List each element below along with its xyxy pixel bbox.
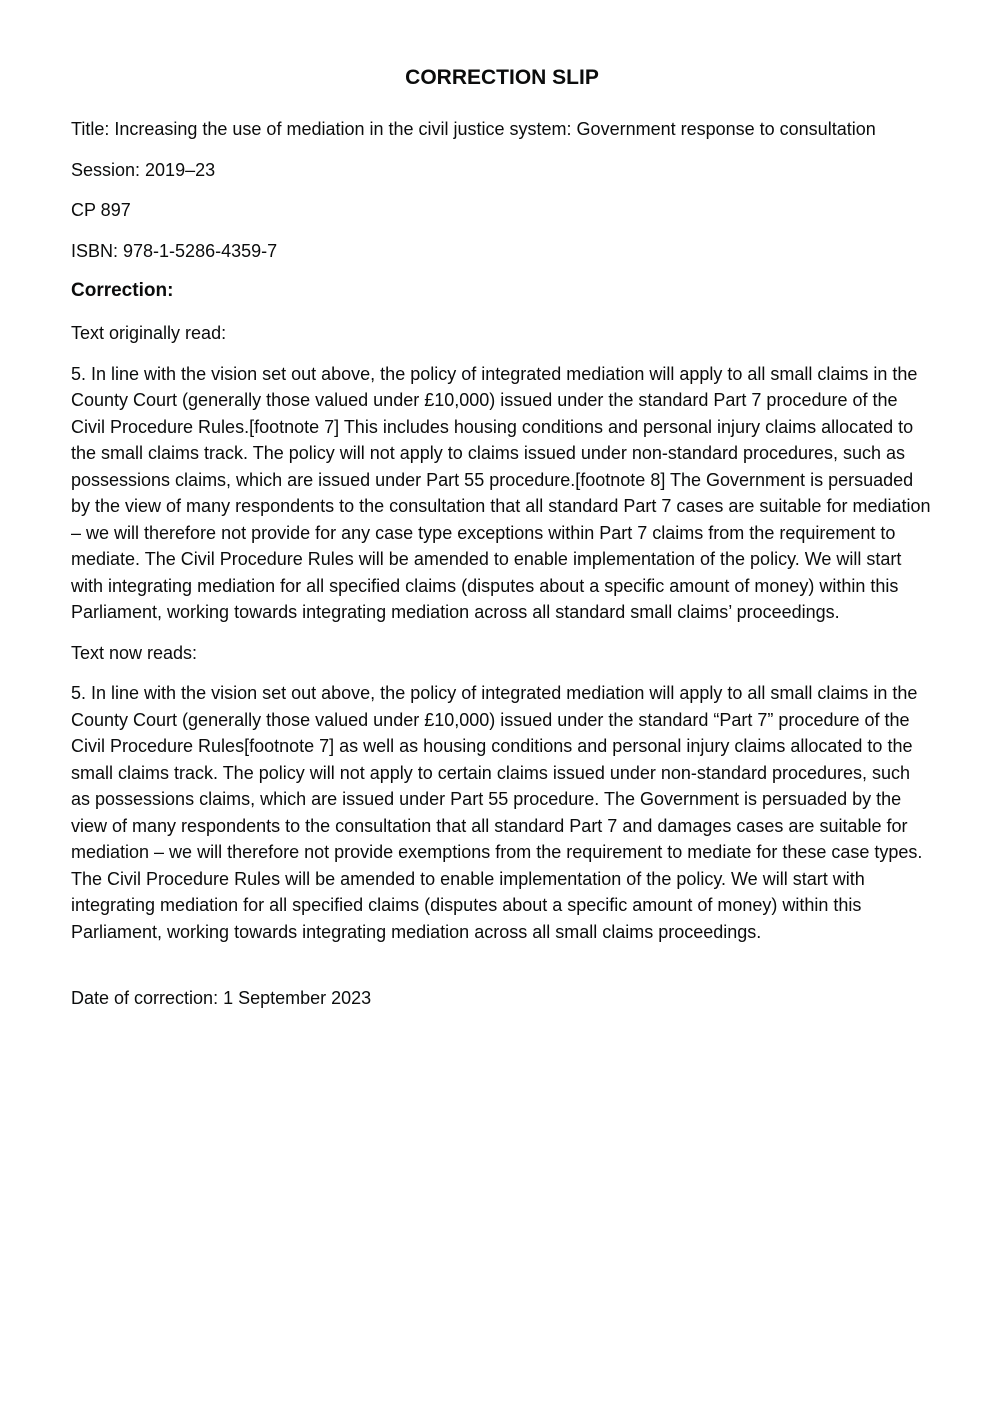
- original-text-paragraph: 5. In line with the vision set out above, the policy of integrated mediation will apply to all small claims in the County Court (generally those valued under £10,000) issued under the standard Part 7 procedure of the Civil Procedure Rules.[footnote 7] This includes housing conditions and personal injury claims allocated to the small claims track. The policy will not apply to claims issued under non-standard procedures, such as possessions claims, which are issued under Part 55 procedure.[footnote 8] The Government is persuaded by the view of many respondents to the consultation that all standard Part 7 cases are suitable for mediation – we will therefore not provide for any case type exceptions within Part 7 claims from the requirement to mediate. The Civil Procedure Rules will be amended to enable implementation of the policy. We will start with integrating mediation for all specified claims (disputes about a specific amount of money) within this Parliament, working towards integrating mediation across all standard small claims’ proceedings.: [71, 363, 931, 622]
- isbn-line: ISBN: 978-1-5286-4359-7: [71, 240, 278, 261]
- now-text-paragraph: 5. In line with the vision set out above, the policy of integrated mediation will apply to all small claims in the County Court (generally those valued under £10,000) issued under the standard “Part 7” procedure of the Civil Procedure Rules[footnote 7] as well as housing conditions and personal injury claims allocated to the small claims track. The policy will not apply to certain claims issued under non-standard procedures, such as possessions claims, which are issued under Part 55 procedure. The Government is persuaded by the view of many respondents to the consultation that all standard Part 7 and damages cases are suitable for mediation – we will therefore not provide exemptions from the requirement to mediate for these case types. The Civil Procedure Rules will be amended to enable implementation of the policy. We will start with integrating mediation for all specified claims (disputes about a specific amount of money) within this Parliament, working towards integrating mediation across all small claims proceedings.: [71, 683, 923, 942]
- original-text-label: Text originally read:: [71, 323, 227, 343]
- publication-title-line: Title: Increasing the use of mediation in the civil justice system: Government response to consultation: [71, 119, 876, 139]
- correction-heading: Correction:: [71, 280, 174, 301]
- session-line: Session: 2019–23: [71, 159, 216, 180]
- cp-number-line: CP 897: [71, 200, 131, 220]
- document-title: CORRECTION SLIP: [405, 66, 599, 89]
- now-text-label: Text now reads:: [71, 642, 198, 663]
- date-of-correction-line: Date of correction: 1 September 2023: [71, 988, 372, 1008]
